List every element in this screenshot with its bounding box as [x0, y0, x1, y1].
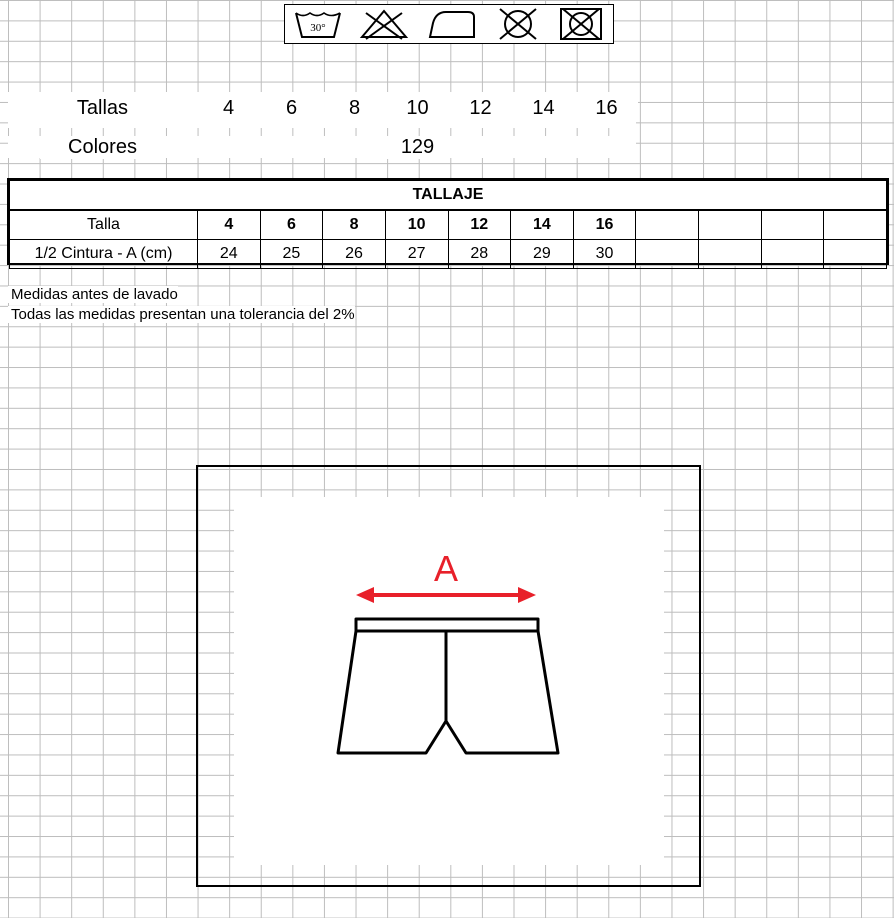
- care-icons-bar: [284, 4, 614, 44]
- measure-arrow: [356, 587, 536, 603]
- wash-30-icon: [293, 7, 343, 41]
- note-before-wash: Medidas antes de lavado: [8, 286, 178, 303]
- size-value: 10: [386, 97, 449, 120]
- tallaje-title: TALLAJE: [10, 181, 887, 211]
- measure-cell: 26: [323, 240, 386, 269]
- talla-cell: 16: [573, 210, 636, 240]
- empty-cell: [636, 240, 699, 269]
- svg-text:30°: 30°: [310, 22, 326, 34]
- talla-cell: 12: [448, 210, 511, 240]
- measure-label: 1/2 Cintura - A (cm): [10, 240, 198, 269]
- empty-cell: [761, 210, 824, 240]
- note-tolerance: Todas las medidas presentan una tolerancia del 2%: [8, 306, 355, 323]
- measure-cell: 30: [573, 240, 636, 269]
- size-value: 12: [449, 97, 512, 120]
- shorts-diagram: [330, 545, 570, 765]
- size-value: 6: [260, 97, 323, 120]
- colors-value: 129: [386, 136, 449, 159]
- size-value: 16: [575, 97, 638, 120]
- tallaje-table: [7, 178, 889, 265]
- talla-label: Talla: [10, 210, 198, 240]
- size-value: 8: [323, 97, 386, 120]
- iron-icon: [426, 7, 478, 41]
- colors-label: Colores: [40, 136, 165, 159]
- sizes-label: Tallas: [40, 97, 165, 120]
- talla-cell: 10: [385, 210, 448, 240]
- empty-cell: [761, 240, 824, 269]
- talla-cell: 14: [511, 210, 574, 240]
- measure-cell: 27: [385, 240, 448, 269]
- size-value: 14: [512, 97, 575, 120]
- empty-cell: [636, 210, 699, 240]
- no-dry-clean-icon: [557, 7, 605, 41]
- measure-cell: 29: [511, 240, 574, 269]
- talla-cell: 8: [323, 210, 386, 240]
- no-tumble-dry-icon: [494, 7, 542, 41]
- talla-cell: 4: [198, 210, 261, 240]
- measure-cell: 25: [260, 240, 323, 269]
- size-value: 4: [197, 97, 260, 120]
- empty-cell: [824, 240, 887, 269]
- shorts-icon: [338, 619, 558, 753]
- no-bleach-icon: [358, 7, 410, 41]
- measure-a-label: A: [433, 548, 459, 589]
- empty-cell: [699, 240, 762, 269]
- measure-cell: 28: [448, 240, 511, 269]
- talla-cell: 6: [260, 210, 323, 240]
- empty-cell: [824, 210, 887, 240]
- empty-cell: [699, 210, 762, 240]
- measure-cell: 24: [198, 240, 261, 269]
